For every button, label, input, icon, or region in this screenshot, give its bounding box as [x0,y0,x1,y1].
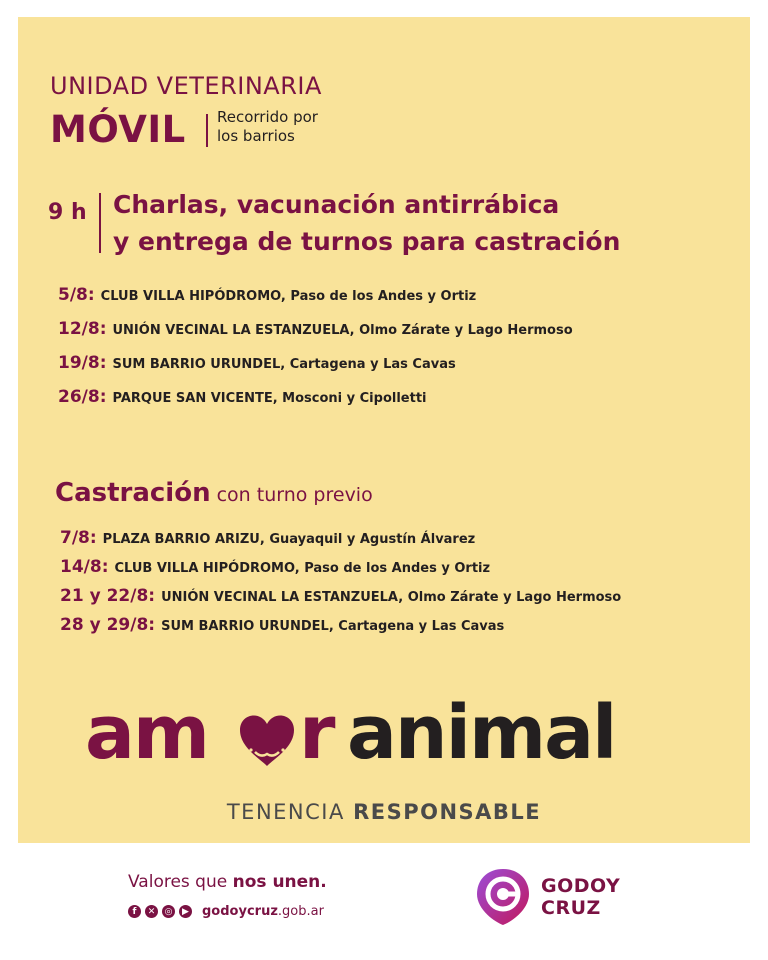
castration-heading [55,478,373,508]
url-light: .gob.ar [277,904,324,919]
brand-line1: GODOY [541,875,621,897]
tagline-light: TENENCIA [226,800,345,824]
vaccination-event-list [58,285,718,421]
godoy-cruz-logo-icon [475,867,531,927]
subtitle-line1: Recorrido por [217,108,318,126]
title-movil: MÓVIL [50,108,186,151]
campaign-tagline [0,800,768,824]
valores-slogan [128,872,327,892]
event-row [58,353,718,387]
event-row [60,615,720,644]
title-divider [206,114,208,147]
svg-text:animal: animal [347,692,616,772]
subtitle-line2: los barrios [217,127,295,145]
svg-text:am: am [85,692,209,772]
heart-cat-face-icon [240,715,294,766]
schedule-time: 9 h [48,200,87,225]
valores-light: Valores que [128,872,228,892]
event-place: PARQUE SAN VICENTE, Mosconi y Cipolletti [112,391,427,406]
title-subtitle [217,108,367,146]
youtube-icon[interactable]: ▶ [179,905,192,918]
event-date: 21 y 22/8: [60,586,156,606]
instagram-icon[interactable]: ◎ [162,905,175,918]
event-place: CLUB VILLA HIPÓDROMO, Paso de los Andes y Ortiz [114,561,491,576]
event-place: SUM BARRIO URUNDEL, Cartagena y Las Cavas [161,619,505,634]
castration-event-list [60,528,720,644]
event-date: 5/8: [58,285,95,305]
website-link[interactable] [202,904,324,919]
facebook-icon[interactable]: f [128,905,141,918]
time-divider [99,193,101,253]
tagline-bold: RESPONSABLE [353,800,542,824]
event-place: UNIÓN VECINAL LA ESTANZUELA, Olmo Zárate y Lago Hermoso [161,590,622,605]
event-date: 7/8: [60,528,97,548]
event-place: UNIÓN VECINAL LA ESTANZUELA, Olmo Zárate y Lago Hermoso [112,323,573,338]
event-date: 26/8: [58,387,107,407]
brand-line2: CRUZ [541,897,601,919]
event-row [58,387,718,421]
footer-left [128,872,327,919]
event-row [60,586,720,615]
castration-subtitle: con turno previo [216,484,373,506]
event-place: PLAZA BARRIO ARIZU, Guayaquil y Agustín Álvarez [102,532,476,547]
event-row [60,528,720,557]
event-place: CLUB VILLA HIPÓDROMO, Paso de los Andes y Ortiz [100,289,477,304]
event-date: 12/8: [58,319,107,339]
headline-line2: y entrega de turnos para castración [113,227,621,256]
event-date: 28 y 29/8: [60,615,156,635]
event-date: 19/8: [58,353,107,373]
event-place: SUM BARRIO URUNDEL, Cartagena y Las Cavas [112,357,456,372]
event-row [58,319,718,353]
event-row [60,557,720,586]
brand-text [541,875,620,919]
godoy-cruz-brand [475,867,620,927]
svg-text:r: r [299,692,336,772]
schedule-headline [113,186,713,260]
x-icon[interactable]: ✕ [145,905,158,918]
amor-animal-logo [85,692,685,772]
valores-bold: nos unen. [232,872,327,892]
event-date: 14/8: [60,557,109,577]
url-bold: godoycruz [202,904,278,919]
event-row [58,285,718,319]
headline-line1: Charlas, vacunación antirrábica [113,190,560,219]
social-links [128,904,327,919]
title-unidad-veterinaria: UNIDAD VETERINARIA [50,72,322,100]
castration-title: Castración [55,478,211,508]
